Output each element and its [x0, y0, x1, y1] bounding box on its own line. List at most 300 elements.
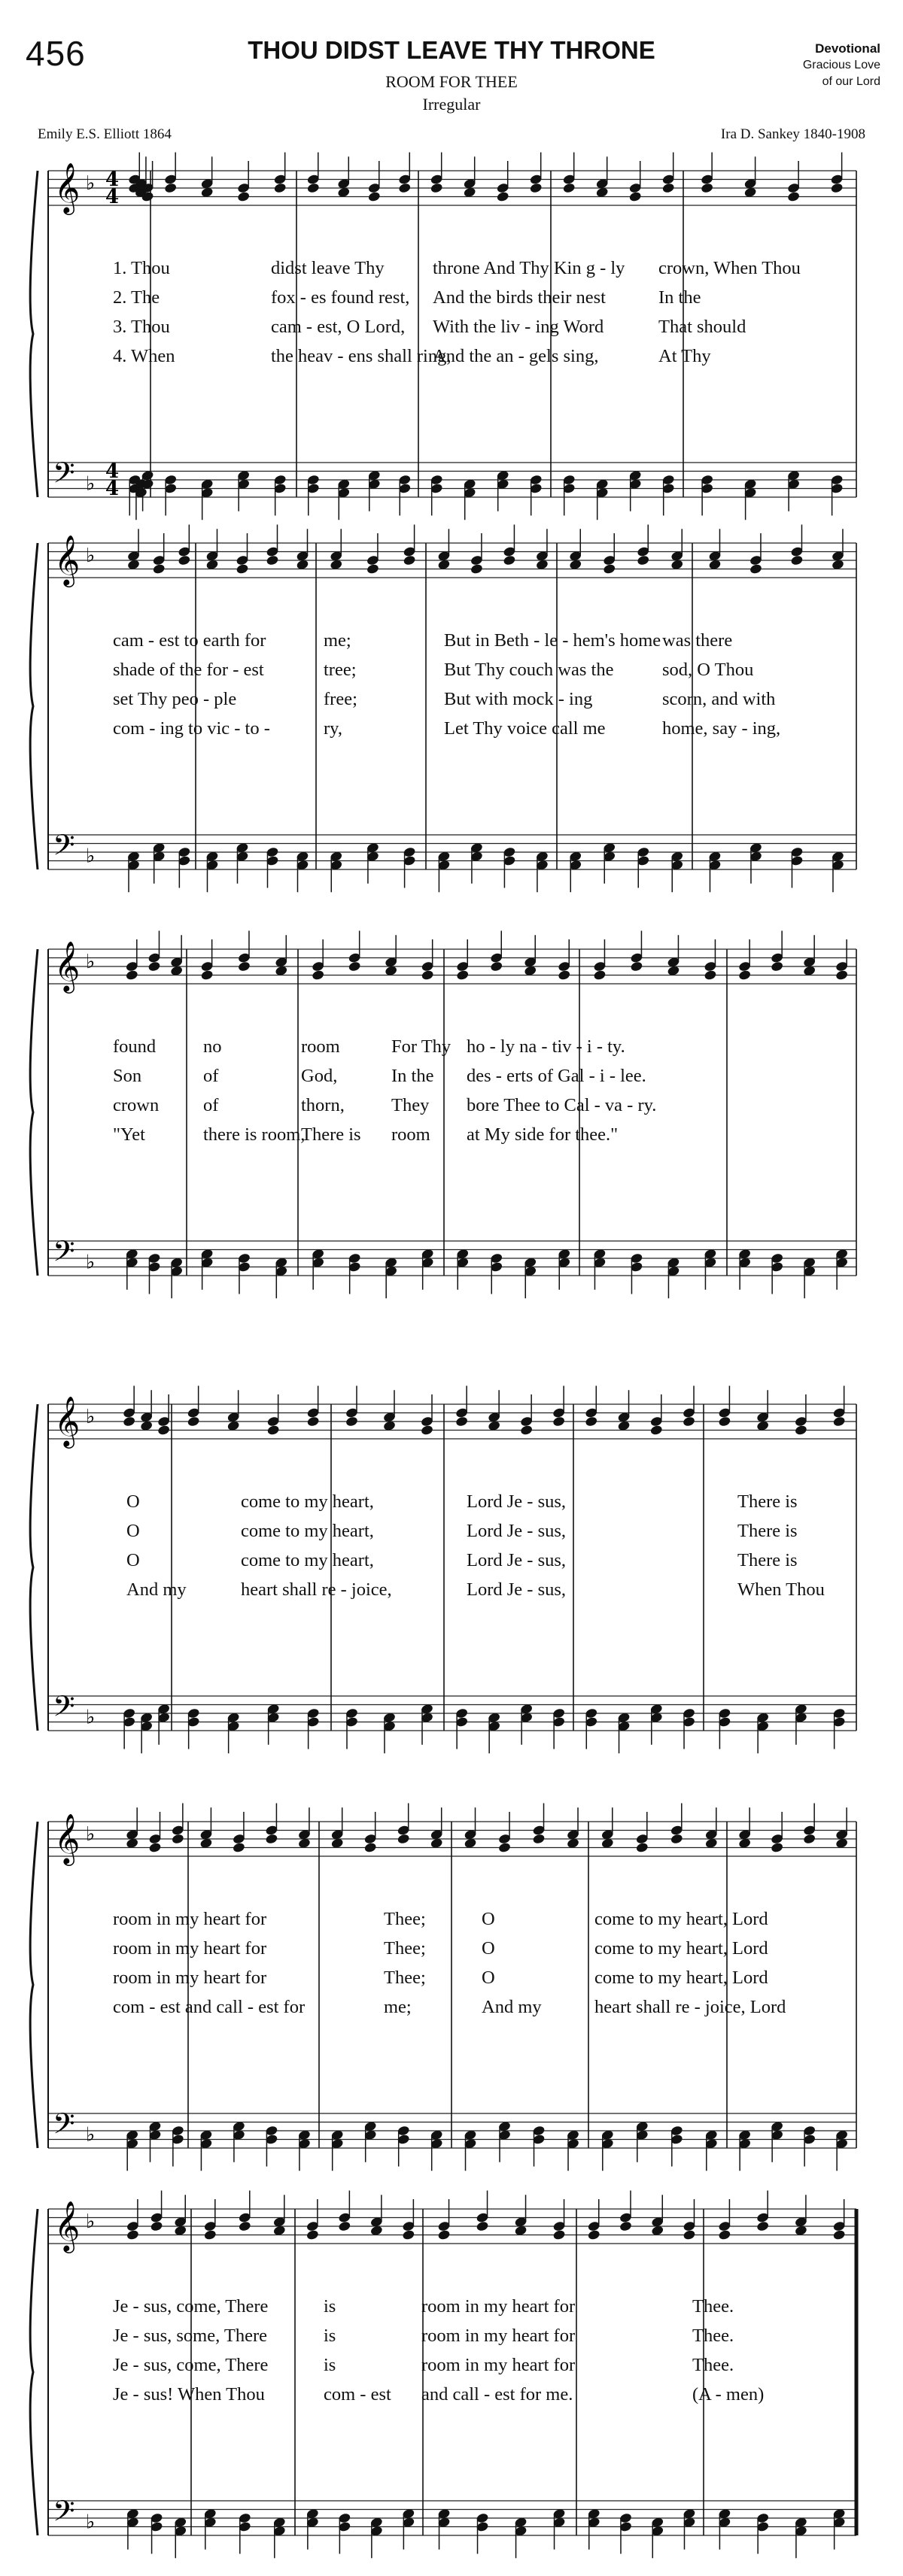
lyric-text: Thee.: [692, 2326, 734, 2346]
bass-note: [524, 1257, 537, 1298]
lyric-text: come to my heart,: [241, 1491, 374, 1512]
bass-note: [832, 2508, 846, 2550]
bass-note: [337, 478, 351, 520]
treble-note: [437, 529, 451, 570]
treble-note: [330, 1807, 344, 1849]
bass-note: [174, 2517, 187, 2558]
bass-note: [348, 1252, 361, 1294]
lyric-text: cam - est, O Lord,: [271, 317, 406, 337]
bass-clef-icon: 𝄢: [53, 456, 75, 496]
treble-note: [363, 1812, 377, 1853]
lyric-text: With the liv - ing Word: [433, 317, 604, 337]
grand-staff: [0, 519, 903, 910]
bass-note: [403, 846, 416, 887]
bass-clef-icon: 𝄢: [53, 1234, 75, 1275]
lyric-text: com - est and call - est for: [113, 1997, 306, 2017]
treble-note: [236, 533, 249, 575]
treble-note: [569, 529, 582, 570]
lyric-text: shade of the for - est: [113, 660, 264, 680]
system-bracket: [30, 1822, 38, 2148]
lyric-text: There is: [737, 1550, 798, 1570]
bass-note: [430, 474, 443, 515]
bass-note: [200, 478, 214, 520]
treble-note: [520, 1394, 534, 1436]
flat-icon: ♭: [86, 951, 96, 973]
bass-note: [306, 2508, 319, 2550]
treble-note: [667, 935, 680, 976]
lyric-text: Lord Je - sus,: [467, 1521, 567, 1541]
treble-staff: [48, 949, 856, 984]
treble-note: [670, 529, 684, 570]
treble-note: [832, 529, 845, 570]
treble-note: [385, 935, 398, 976]
bass-note: [187, 1707, 200, 1749]
lyric-text: room in my heart for: [421, 2326, 576, 2346]
system-bracket: [30, 543, 38, 869]
bass-note: [649, 1704, 663, 1745]
bass-note: [164, 474, 178, 515]
lyric-text: no: [203, 1036, 222, 1057]
treble-note: [524, 935, 537, 976]
bass-note: [771, 2121, 784, 2162]
bass-note: [529, 474, 543, 515]
bass-note: [830, 474, 844, 515]
lyric-text: Lord Je - sus,: [467, 1491, 567, 1512]
treble-note: [383, 1390, 397, 1431]
treble-note: [619, 2191, 633, 2232]
bass-note: [832, 1707, 846, 1749]
bass-note: [558, 1249, 571, 1290]
bass-note: [803, 2125, 816, 2166]
bass-note: [743, 478, 757, 520]
lyric-text: That should: [658, 317, 746, 337]
tune-name: ROOM FOR THEE: [385, 72, 518, 91]
lyric-text: Thee;: [384, 1909, 426, 1929]
bass-note: [338, 2512, 351, 2553]
treble-note: [637, 525, 650, 566]
bass-note: [275, 1257, 288, 1298]
bass-note: [587, 2508, 600, 2550]
bass-note: [312, 1249, 325, 1290]
treble-note: [369, 2195, 383, 2236]
bass-note: [306, 474, 320, 515]
system-bracket: [30, 949, 38, 1276]
treble-note: [174, 2195, 187, 2236]
treble-note: [749, 533, 763, 575]
treble-note: [437, 2199, 451, 2241]
flat-icon: ♭: [86, 845, 96, 868]
bass-note: [718, 1707, 731, 1749]
lyric-text: And my: [482, 1997, 542, 2017]
bass-note: [619, 2512, 633, 2553]
treble-note: [306, 153, 320, 194]
time-signature-digit: 4: [105, 186, 120, 208]
lyric-text: home, say - ing,: [662, 718, 781, 739]
lyric-text: ho - ly na - tiv - i - ty.: [467, 1036, 625, 1057]
treble-note: [421, 939, 434, 981]
bass-note: [397, 2125, 410, 2166]
treble-note: [488, 1390, 501, 1431]
flat-icon: ♭: [86, 2210, 96, 2233]
bass-note: [738, 2129, 752, 2171]
treble-note: [402, 2199, 415, 2241]
treble-clef-icon: 𝄞: [54, 1395, 81, 1446]
lyric-text: 2. The: [113, 287, 160, 308]
lyric-text: Je - sus, come, There: [113, 2355, 269, 2375]
lyric-text: the heav - ens shall ring,: [271, 346, 451, 366]
lyric-text: God,: [301, 1066, 338, 1086]
treble-note: [787, 161, 801, 202]
lyric-text: At Thy: [658, 346, 711, 366]
treble-note: [567, 1807, 580, 1849]
bass-note: [238, 2512, 251, 2553]
bass-note: [683, 1707, 696, 1749]
lyric-text: and call - est for me.: [421, 2384, 573, 2405]
treble-note: [803, 1804, 816, 1845]
lyric-text: come to my heart, Lord: [594, 1909, 768, 1929]
treble-note: [312, 939, 325, 981]
bass-note: [437, 2508, 451, 2550]
lyric-text: Thee;: [384, 1968, 426, 1988]
bass-note: [552, 2508, 566, 2550]
system-bracket: [30, 2209, 38, 2535]
treble-note: [587, 2199, 600, 2241]
treble-note: [147, 931, 161, 972]
bass-note: [756, 2512, 770, 2553]
treble-note: [635, 1812, 649, 1853]
lyric-text: me;: [324, 630, 351, 651]
bass-note: [345, 1707, 359, 1749]
lyric-text: But with mock - ing: [444, 689, 593, 709]
bass-note: [498, 2121, 512, 2162]
treble-note: [237, 161, 251, 202]
lyric-text: Je - sus, come, There: [113, 2296, 269, 2317]
lyric-text: room in my heart for: [421, 2296, 576, 2317]
system-bracket: [30, 171, 38, 497]
bass-note: [585, 1707, 598, 1749]
treble-note: [718, 2199, 731, 2241]
lyric-text: Thee.: [692, 2296, 734, 2317]
lyric-text: In the: [658, 287, 701, 308]
lyric-text: crown: [113, 1095, 160, 1115]
bass-note: [708, 851, 722, 892]
bass-clef-icon: 𝄢: [53, 2494, 75, 2535]
bass-note: [369, 2517, 383, 2558]
treble-note: [830, 153, 844, 194]
bass-clef-icon: 𝄢: [53, 828, 75, 869]
bass-note: [148, 2121, 162, 2162]
music-system: [0, 2185, 903, 2576]
grand-staff: [0, 1798, 903, 2189]
treble-note: [403, 525, 416, 566]
bass-staff: [48, 1696, 856, 1731]
treble-note: [455, 1386, 469, 1428]
bass-staff: [48, 1241, 856, 1276]
treble-note: [603, 533, 616, 575]
lyric-text: room in my heart for: [113, 1938, 267, 1959]
lyric-text: O: [482, 1909, 495, 1929]
bass-note: [238, 1252, 251, 1294]
bass-note: [237, 470, 251, 511]
bass-note: [455, 1707, 469, 1749]
music-system: [0, 147, 903, 538]
treble-note: [306, 1386, 320, 1428]
bass-note: [123, 1707, 136, 1749]
bass-note: [383, 1712, 397, 1753]
bass-note: [157, 1704, 171, 1745]
bass-note: [272, 2517, 286, 2558]
treble-note: [771, 931, 784, 972]
bass-note: [835, 1249, 849, 1290]
lyric-text: throne And Thy Kin g - ly: [433, 258, 625, 278]
treble-note: [661, 153, 675, 194]
lyric-text: bore Thee to Cal - va - ry.: [467, 1095, 657, 1115]
treble-note: [704, 939, 717, 981]
lyric-text: Je - sus! When Thou: [113, 2384, 265, 2405]
lyric-text: room in my heart for: [113, 1968, 267, 1988]
treble-note: [649, 1394, 663, 1436]
hymn-title: THOU DIDST LEAVE THY THRONE: [248, 36, 655, 64]
bass-note: [227, 1712, 240, 1753]
bass-note: [503, 846, 516, 887]
bass-note: [140, 1712, 154, 1753]
lyric-text: at My side for thee.": [467, 1124, 619, 1145]
treble-note: [529, 153, 543, 194]
bass-note: [470, 842, 483, 884]
bass-note: [171, 2125, 184, 2166]
treble-note: [345, 1386, 359, 1428]
bass-note: [363, 2121, 377, 2162]
flat-icon: ♭: [86, 472, 96, 496]
treble-note: [490, 931, 503, 972]
meter: Irregular: [422, 95, 481, 114]
bass-note: [200, 1249, 214, 1290]
bass-note: [595, 478, 609, 520]
treble-note: [273, 153, 287, 194]
treble-note: [630, 931, 643, 972]
bass-note: [520, 1704, 534, 1745]
treble-note: [532, 1804, 546, 1845]
lyric-text: sod, O Thou: [662, 660, 754, 680]
hymn-number: 456: [26, 34, 86, 73]
treble-clef-icon: 𝄞: [54, 2200, 81, 2251]
treble-note: [330, 529, 343, 570]
treble-note: [743, 156, 757, 198]
flat-icon: ♭: [86, 2123, 96, 2147]
treble-note: [498, 1812, 512, 1853]
treble-note: [704, 1807, 718, 1849]
lyric-text: They: [391, 1095, 430, 1115]
bass-staff: [48, 2113, 856, 2148]
bass-note: [464, 2129, 477, 2171]
bass-clef-icon: 𝄢: [53, 1689, 75, 1730]
treble-note: [683, 2199, 696, 2241]
treble-note: [430, 153, 443, 194]
lyric-text: com - est: [324, 2384, 391, 2405]
topic-block: [803, 41, 880, 90]
bass-note: [463, 478, 476, 520]
treble-note: [794, 1394, 807, 1436]
lyric-text: room: [301, 1036, 340, 1057]
treble-note: [738, 939, 752, 981]
music-system: [0, 1798, 903, 2189]
treble-note: [187, 1386, 200, 1428]
bass-note: [476, 2512, 489, 2553]
bass-note: [635, 2121, 649, 2162]
treble-note: [238, 2191, 251, 2232]
bass-note: [266, 846, 279, 887]
bass-note: [266, 1704, 280, 1745]
time-signature-digit: 4: [105, 478, 120, 500]
lyric-text: "Yet: [113, 1124, 145, 1145]
treble-note: [265, 1804, 278, 1845]
bass-note: [232, 2121, 245, 2162]
treble-note: [701, 153, 714, 194]
bass-note: [236, 842, 249, 884]
lyric-text: And the birds their nest: [433, 287, 606, 308]
bass-note: [306, 1707, 320, 1749]
lyric-text: room: [391, 1124, 430, 1145]
bass-note: [683, 2508, 696, 2550]
treble-note: [178, 525, 191, 566]
bass-note: [385, 1257, 398, 1298]
bass-note: [265, 2125, 278, 2166]
treble-note: [835, 939, 849, 981]
bass-note: [661, 474, 675, 515]
bass-note: [203, 2508, 217, 2550]
treble-note: [266, 1394, 280, 1436]
treble-note: [832, 2199, 846, 2241]
lyric-text: room in my heart for: [113, 1909, 267, 1929]
treble-note: [476, 2191, 489, 2232]
bass-note: [794, 1704, 807, 1745]
words-credit: Emily E.S. Elliott 1864: [38, 126, 172, 142]
lyric-text: come to my heart, Lord: [594, 1968, 768, 1988]
lyric-text: 1. Thou: [113, 258, 170, 278]
bass-note: [603, 842, 616, 884]
bass-note: [704, 1249, 717, 1290]
lyric-text: is: [324, 2296, 336, 2317]
grand-staff: [0, 925, 903, 1316]
treble-note: [670, 1804, 683, 1845]
bass-note: [496, 470, 509, 511]
treble-note: [200, 939, 214, 981]
treble-note: [651, 2195, 664, 2236]
treble-staff: [48, 1404, 856, 1439]
bass-note: [297, 2129, 311, 2171]
bass-note: [756, 1712, 770, 1753]
treble-note: [152, 533, 166, 575]
treble-staff: [48, 1822, 856, 1856]
bass-note: [787, 470, 801, 511]
flat-icon: ♭: [86, 172, 96, 195]
treble-note: [835, 1807, 849, 1849]
treble-note: [171, 1804, 184, 1845]
treble-note: [463, 156, 476, 198]
bass-note: [127, 851, 141, 892]
treble-note: [790, 525, 804, 566]
bass-note: [738, 1249, 752, 1290]
bass-note: [514, 2517, 528, 2558]
lyric-text: free;: [324, 689, 357, 709]
treble-note: [562, 153, 576, 194]
lyric-text: Lord Je - sus,: [467, 1550, 567, 1570]
treble-note: [123, 1386, 136, 1428]
treble-note: [771, 1812, 784, 1853]
treble-note: [421, 1394, 434, 1436]
bass-clef-icon: 𝄢: [53, 2107, 75, 2147]
lyric-text: When Thou: [737, 1579, 825, 1600]
bass-note: [330, 2129, 344, 2171]
flat-icon: ♭: [86, 1406, 96, 1428]
treble-note: [552, 1386, 566, 1428]
treble-note: [464, 1807, 477, 1849]
treble-clef-icon: 𝄞: [54, 1813, 81, 1864]
lyric-text: heart shall re - joice, Lord: [594, 1997, 786, 2017]
lyric-text: In the: [391, 1066, 434, 1086]
bass-note: [330, 851, 343, 892]
treble-note: [199, 1807, 213, 1849]
bass-note: [402, 2508, 415, 2550]
treble-note: [470, 533, 483, 575]
music-system: [0, 1380, 903, 1771]
bass-note: [718, 2508, 731, 2550]
lyric-text: come to my heart, Lord: [594, 1938, 768, 1959]
treble-note: [297, 1807, 311, 1849]
treble-note: [514, 2195, 528, 2236]
lyric-text: O: [126, 1521, 140, 1541]
treble-note: [157, 1394, 171, 1436]
time-signature-digit: 4: [105, 168, 120, 191]
bass-note: [794, 2517, 807, 2558]
treble-note: [683, 1386, 696, 1428]
treble-clef-icon: 𝄞: [54, 162, 81, 213]
treble-note: [595, 156, 609, 198]
bass-note: [421, 1704, 434, 1745]
treble-note: [593, 939, 607, 981]
topic-line: of our Lord: [822, 75, 880, 88]
lyric-text: There is: [301, 1124, 361, 1145]
bass-note: [593, 1249, 607, 1290]
treble-note: [164, 153, 178, 194]
lyric-text: tree;: [324, 660, 357, 680]
treble-note: [296, 529, 309, 570]
treble-note: [718, 1386, 731, 1428]
treble-note: [275, 935, 288, 976]
bass-note: [704, 2129, 718, 2171]
lyric-text: des - erts of Gal - i - lee.: [467, 1066, 646, 1086]
bass-note: [790, 846, 804, 887]
lyric-text: For Thy: [391, 1036, 451, 1057]
bass-note: [532, 2125, 546, 2166]
bass-note: [600, 2129, 614, 2171]
bass-note: [552, 1707, 566, 1749]
lyric-text: is: [324, 2326, 336, 2346]
lyric-text: 4. When: [113, 346, 175, 366]
bass-note: [430, 2129, 443, 2171]
lyric-text: There is: [737, 1521, 798, 1541]
treble-note: [227, 1390, 240, 1431]
bass-note: [141, 470, 154, 511]
bass-note: [628, 470, 642, 511]
lyric-text: ry,: [324, 718, 342, 739]
treble-staff: [48, 2209, 856, 2244]
treble-note: [148, 1812, 162, 1853]
treble-note: [338, 2191, 351, 2232]
treble-note: [366, 533, 380, 575]
treble-clef-icon: 𝄞: [54, 940, 81, 991]
treble-note: [126, 2199, 139, 2241]
